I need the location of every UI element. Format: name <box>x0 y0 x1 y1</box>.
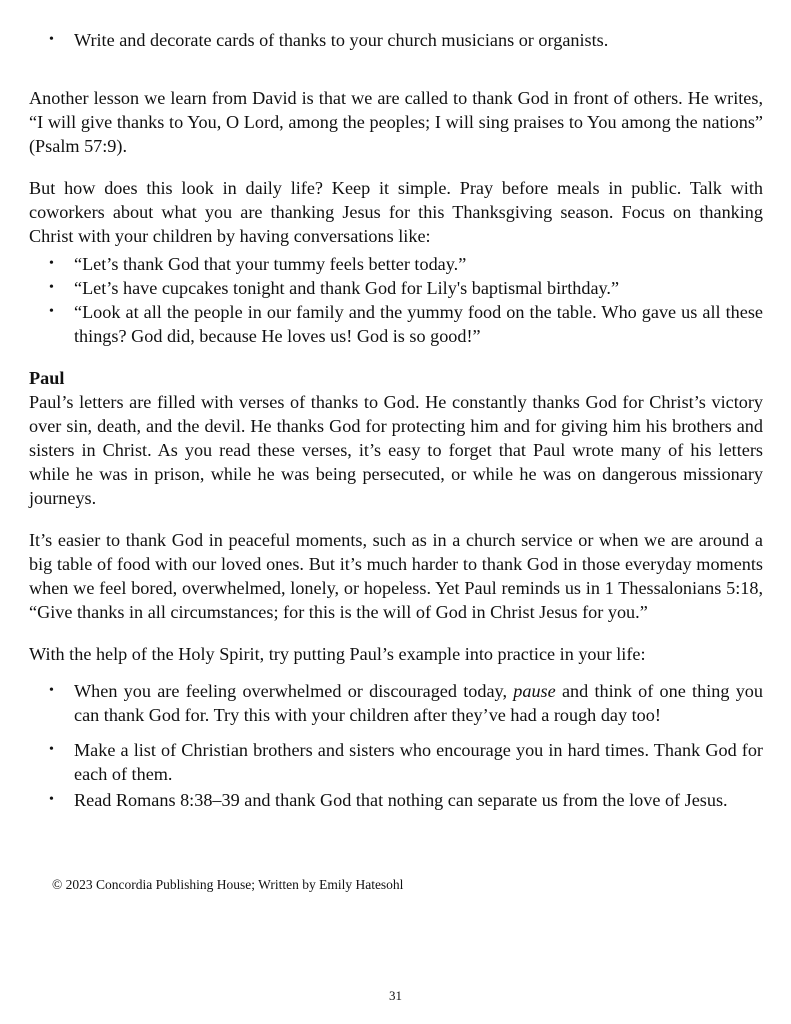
conversation-bullet-list <box>29 252 763 348</box>
list-item <box>29 276 763 300</box>
list-item-text: “Let’s thank God that your tummy feels better today.” <box>74 254 467 274</box>
list-item-text: “Look at all the people in our family and the yummy food on the table. Who gave us all these things? God did, because He loves us! God is so good!” <box>74 302 763 346</box>
paragraph-peaceful-moments: It’s easier to thank God in peaceful moments, such as in a church service or when we are around a big table of food with our loved ones. But it’s much harder to thank God in those everyday moments when we feel bored, overwhelmed, lonely, or hopeless. Yet Paul reminds us in 1 Thessalonians 5:18, “Give thanks in all circumstances; for this is the will of God in Christ Jesus for you.” <box>29 530 763 622</box>
paragraph-practice: With the help of the Holy Spirit, try putting Paul’s example into practice in your life: <box>29 644 646 664</box>
bullet-icon: • <box>49 280 54 295</box>
bullet-icon: • <box>49 792 54 807</box>
section-heading-paul: Paul <box>29 368 65 388</box>
emphasis-pause: pause <box>513 681 556 701</box>
bullet-icon: • <box>49 256 54 271</box>
list-item-text-end: and think of one thing you can thank God for. Try this with your children after they’ve had a rough day too! <box>74 681 763 725</box>
page-number: 31 <box>389 988 402 1003</box>
list-item <box>29 300 763 348</box>
list-item <box>29 28 763 52</box>
practice-bullet-list <box>29 679 763 812</box>
copyright-credit: © 2023 Concordia Publishing House; Written by Emily Hatesohl <box>52 877 404 892</box>
list-item-text: Write and decorate cards of thanks to your church musicians or organists. <box>74 30 609 50</box>
bullet-icon: • <box>49 742 54 757</box>
paragraph-paul-letters: Paul’s letters are filled with verses of thanks to God. He constantly thanks God for Christ’s victory over sin, death, and the devil. He thanks God for protecting him and for giving him his brothers and sisters in Christ. As you read these verses, it’s easy to forget that Paul wrote many of his letters while he was in prison, while he was being persecuted, or while he was on dangerous missionary journeys. <box>29 392 763 508</box>
list-item <box>29 738 763 786</box>
list-item-text: Read Romans 8:38–39 and thank God that nothing can separate us from the love of Jesus. <box>74 790 728 810</box>
list-item-text-start: When you are feeling overwhelmed or discouraged today, <box>74 681 514 701</box>
list-item <box>29 252 763 276</box>
list-item <box>29 679 763 727</box>
bullet-icon: • <box>49 304 54 319</box>
paragraph-daily-life: But how does this look in daily life? Keep it simple. Pray before meals in public. Talk with coworkers about what you are thanking Jesus for this Thanksgiving season. Focus on thanking Christ with your children by having conversations like: <box>29 178 763 246</box>
paragraph-david: Another lesson we learn from David is that we are called to thank God in front of others. He writes, “I will give thanks to You, O Lord, among the peoples; I will sing praises to You among the nations” (Psalm 57:9). <box>29 88 763 156</box>
bullet-icon: • <box>49 32 54 47</box>
top-bullet-list <box>29 28 763 52</box>
list-item-text: Make a list of Christian brothers and sisters who encourage you in hard times. Thank God for each of them. <box>74 740 763 784</box>
document-page <box>29 28 763 812</box>
list-item-text: “Let’s have cupcakes tonight and thank God for Lily's baptismal birthday.” <box>74 278 620 298</box>
list-item <box>29 788 763 812</box>
bullet-icon: • <box>49 683 54 698</box>
